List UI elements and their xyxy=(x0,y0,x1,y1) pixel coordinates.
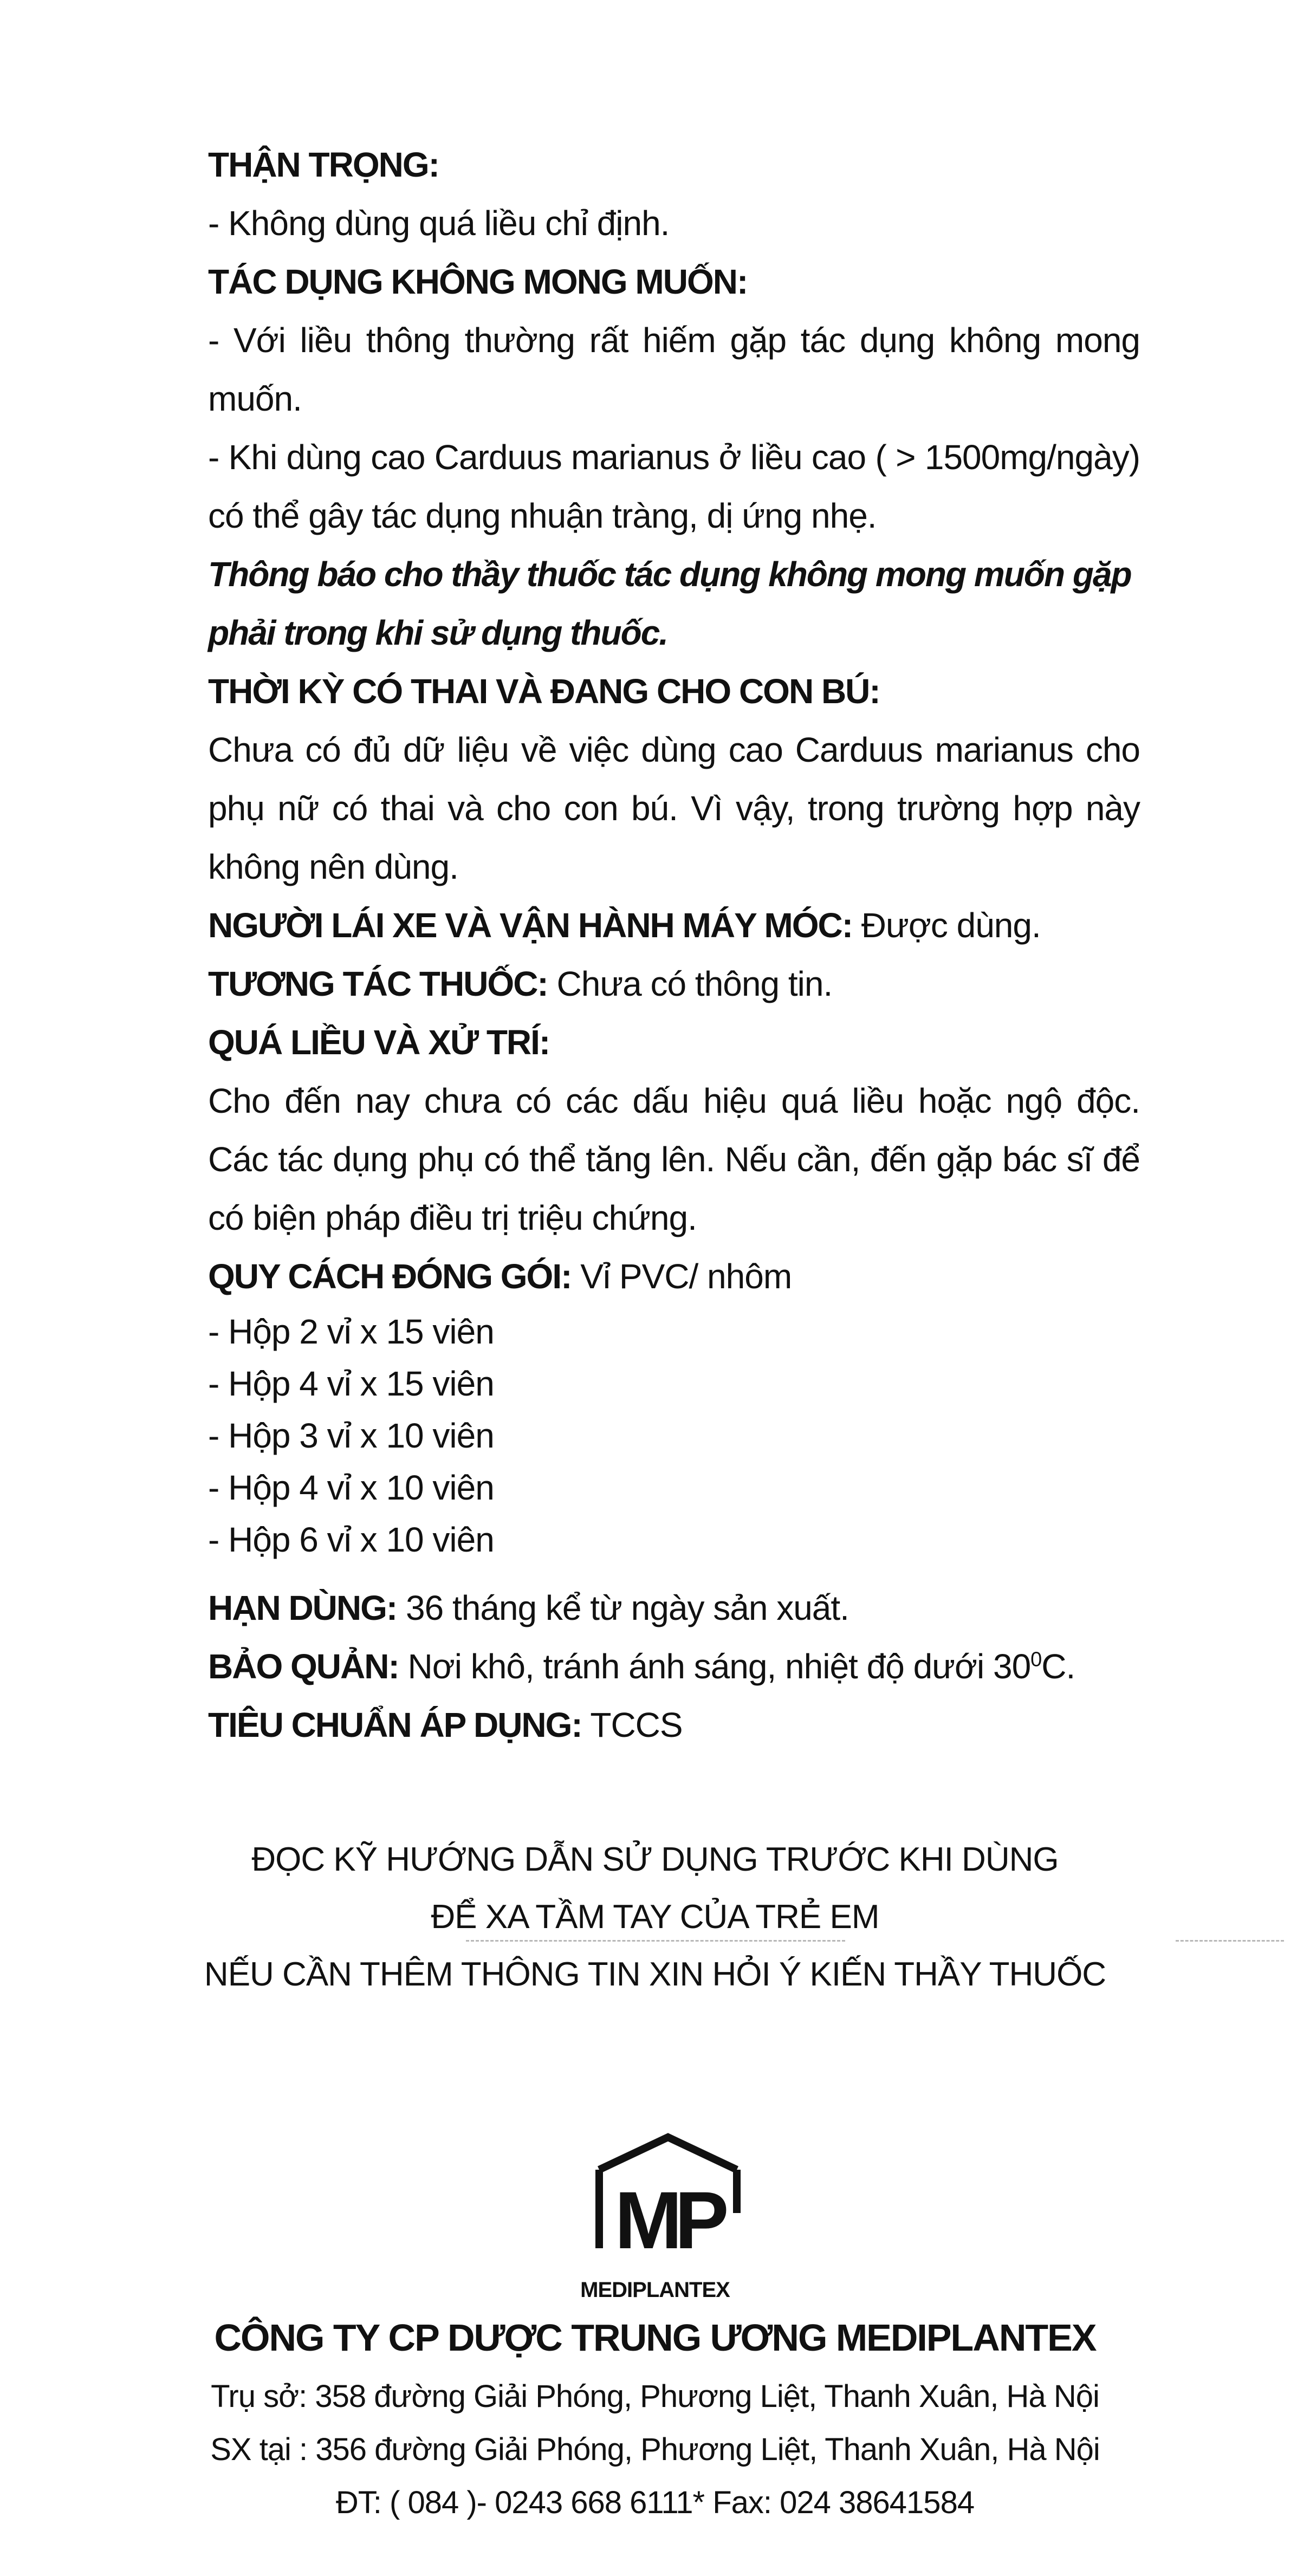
standard-label: TIÊU CHUẨN ÁP DỤNG: xyxy=(208,1705,582,1744)
packaging-label: QUY CÁCH ĐÓNG GÓI: xyxy=(208,1257,572,1296)
storage-unit: C. xyxy=(1041,1647,1075,1686)
mediplantex-logo-icon xyxy=(589,2132,747,2273)
leaflet-content xyxy=(208,135,1140,1754)
interactions-row xyxy=(208,955,1140,1013)
packaging-item: - Hộp 3 vỉ x 10 viên xyxy=(208,1416,494,1455)
side-effect-item: - Khi dùng cao Carduus marianus ở liều cao ( > 1500mg/ngày) có thể gây tác dụng nhuận tràng, dị ứng nhẹ. xyxy=(208,438,1140,535)
packaging-item: - Hộp 2 vỉ x 15 viên xyxy=(208,1312,494,1351)
storage-value: Nơi khô, tránh ánh sáng, nhiệt độ dưới 30 xyxy=(407,1647,1031,1686)
section-spacer xyxy=(208,1566,1140,1579)
overdose-text: Cho đến nay chưa có các dấu hiệu quá liều hoặc ngộ độc. Các tác dụng phụ có thể tăng lên. Nếu cần, đến gặp bác sĩ để có biện pháp điều trị triệu chứng. xyxy=(208,1081,1140,1237)
driving-row xyxy=(208,896,1140,955)
head-office-address: Trụ sở: 358 đường Giải Phóng, Phương Liệt, Thanh Xuân, Hà Nội xyxy=(211,2379,1099,2414)
side-effects-heading: TÁC DỤNG KHÔNG MONG MUỐN: xyxy=(208,262,748,301)
standard-value: TCCS xyxy=(590,1705,683,1744)
storage-degree: 0 xyxy=(1030,1648,1042,1671)
caution-item: - Không dùng quá liều chỉ định. xyxy=(208,204,670,243)
caution-heading: THẬN TRỌNG: xyxy=(208,145,439,184)
company-name: CÔNG TY CP DƯỢC TRUNG ƯƠNG MEDIPLANTEX xyxy=(214,2317,1096,2359)
print-artifact-line xyxy=(466,1940,845,1942)
warning-read-instructions: ĐỌC KỸ HƯỚNG DẪN SỬ DỤNG TRƯỚC KHI DÙNG xyxy=(251,1841,1059,1878)
brand-name: MEDIPLANTEX xyxy=(580,2278,730,2302)
driving-value: Được dùng. xyxy=(861,906,1041,945)
packaging-item: - Hộp 4 vỉ x 10 viên xyxy=(208,1468,494,1507)
warnings-block xyxy=(0,1831,1310,2003)
storage-label: BẢO QUẢN: xyxy=(208,1647,399,1686)
factory-address: SX tại : 356 đường Giải Phóng, Phương Liệt, Thanh Xuân, Hà Nội xyxy=(210,2432,1100,2467)
packaging-value: Vỉ PVC/ nhôm xyxy=(580,1257,792,1296)
interactions-value: Chưa có thông tin. xyxy=(556,964,833,1003)
packaging-row xyxy=(208,1247,1140,1306)
contact-info: ĐT: ( 084 )- 0243 668 6111* Fax: 024 38641584 xyxy=(335,2485,975,2520)
pregnancy-heading: THỜI KỲ CÓ THAI VÀ ĐANG CHO CON BÚ: xyxy=(208,672,880,711)
pregnancy-text: Chưa có đủ dữ liệu về việc dùng cao Carduus marianus cho phụ nữ có thai và cho con bú. Vì vậy, trong trường hợp này không nên dùng. xyxy=(208,730,1140,886)
packaging-item: - Hộp 4 vỉ x 15 viên xyxy=(208,1364,494,1403)
company-address-block xyxy=(0,2370,1310,2529)
storage-row xyxy=(208,1637,1140,1696)
driving-label: NGƯỜI LÁI XE VÀ VẬN HÀNH MÁY MÓC: xyxy=(208,906,852,945)
logo-lettering: MP xyxy=(614,2175,722,2266)
side-effect-item: - Với liều thông thường rất hiếm gặp tác dụng không mong muốn. xyxy=(208,321,1140,418)
print-artifact-line xyxy=(1176,1940,1284,1942)
shelf-life-label: HẠN DÙNG: xyxy=(208,1588,397,1627)
overdose-heading: QUÁ LIỀU VÀ XỬ TRÍ: xyxy=(208,1023,550,1062)
side-effects-notice: Thông báo cho thầy thuốc tác dụng không mong muốn gặp phải trong khi sử dụng thuốc. xyxy=(208,555,1131,652)
packaging-item: - Hộp 6 vỉ x 10 viên xyxy=(208,1520,494,1559)
interactions-label: TƯƠNG TÁC THUỐC: xyxy=(208,964,548,1003)
shelf-life-value: 36 tháng kể từ ngày sản xuất. xyxy=(405,1588,849,1627)
shelf-life-row xyxy=(208,1579,1140,1637)
warning-keep-away-children: ĐỂ XA TẦM TAY CỦA TRẺ EM xyxy=(431,1898,879,1936)
standard-row xyxy=(208,1696,1140,1754)
warning-consult-doctor: NẾU CẦN THÊM THÔNG TIN XIN HỎI Ý KIẾN THẦY THUỐC xyxy=(204,1956,1106,1993)
